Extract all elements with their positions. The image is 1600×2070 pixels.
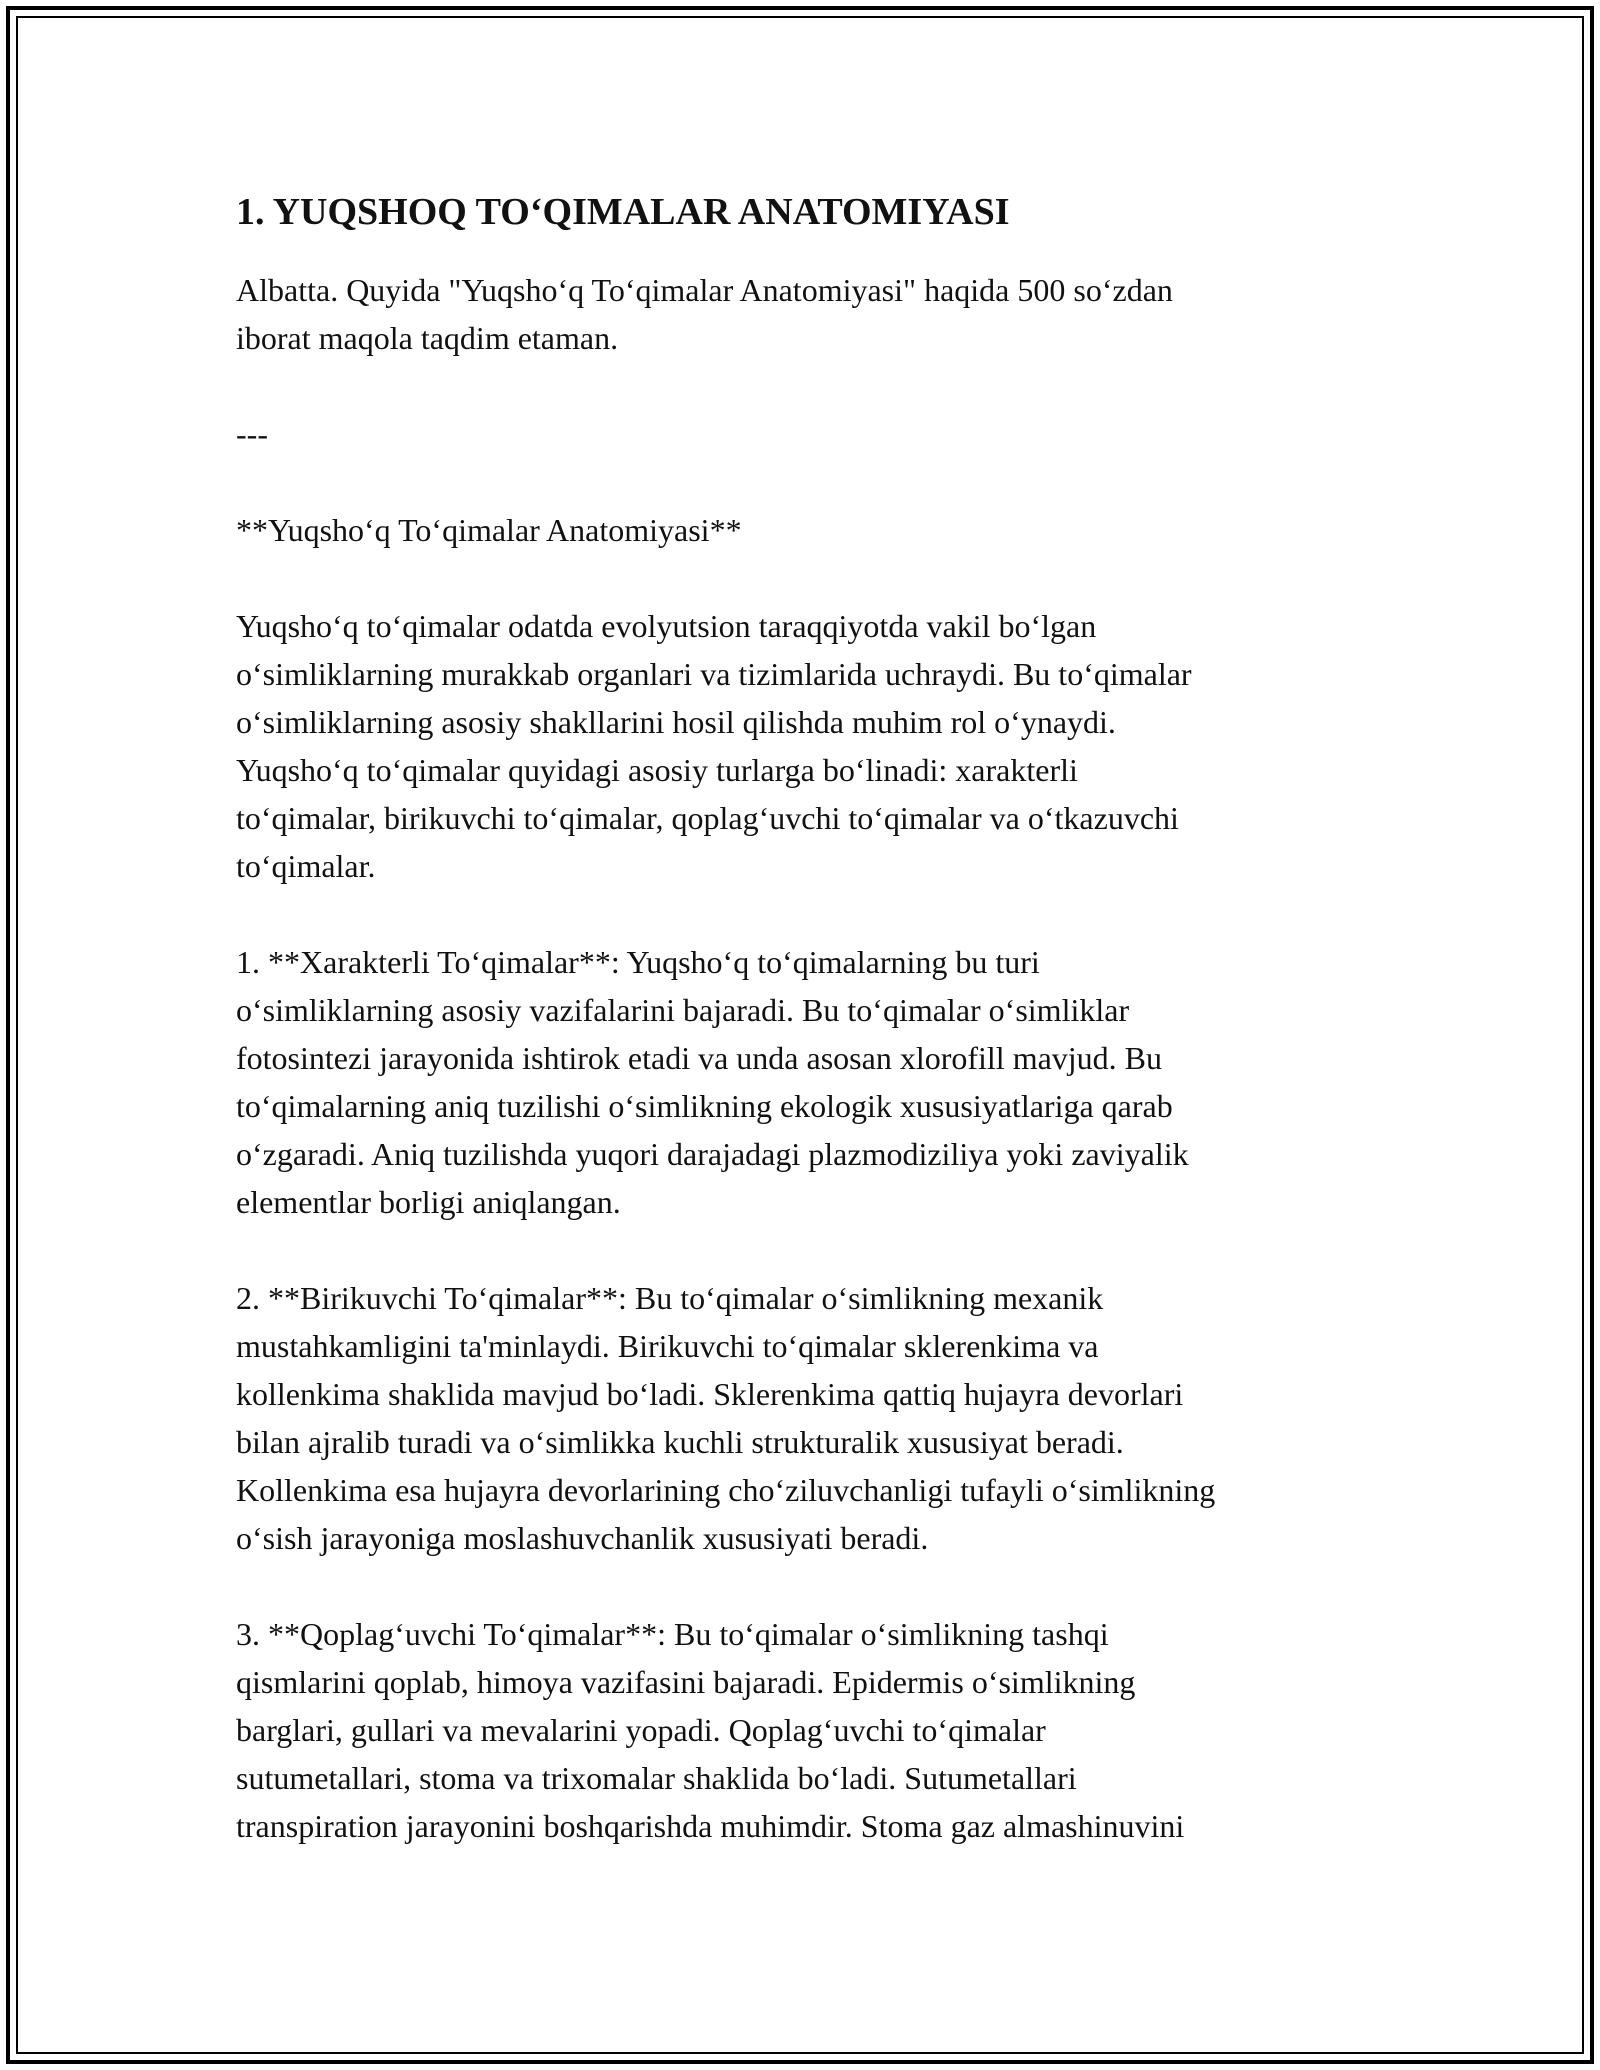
section-2-paragraph [236,1274,1366,1562]
separator-paragraph [236,410,1366,458]
text-line: transpiration jarayonini boshqarishda muhimdir. Stoma gaz almashinuvini [236,1808,1185,1844]
text-line: Yuqsho‘q to‘qimalar quyidagi asosiy turlarga bo‘linadi: xarakterli [236,752,1078,788]
text-line: 2. **Birikuvchi To‘qimalar**: Bu to‘qimalar o‘simlikning mexanik [236,1280,1104,1316]
text-line: barglari, gullari va mevalarini yopadi. Qoplag‘uvchi to‘qimalar [236,1712,1046,1748]
overview-paragraph [236,602,1366,890]
document-body [236,188,1366,1898]
text-line: Albatta. Quyida "Yuqsho‘q To‘qimalar Anatomiyasi" haqida 500 so‘zdan [236,272,1173,308]
text-line: o‘sish jarayoniga moslashuvchanlik xususiyati beradi. [236,1520,929,1556]
text-line: to‘qimalar, birikuvchi to‘qimalar, qoplag‘uvchi to‘qimalar va o‘tkazuvchi [236,800,1179,836]
text-line: 3. **Qoplag‘uvchi To‘qimalar**: Bu to‘qimalar o‘simlikning tashqi [236,1616,1109,1652]
text-line: 1. **Xarakterli To‘qimalar**: Yuqsho‘q to‘qimalarning bu turi [236,944,1040,980]
text-line: iborat maqola taqdim etaman. [236,320,619,356]
article-title-paragraph [236,506,1366,554]
text-line: kollenkima shaklida mavjud bo‘ladi. Sklerenkima qattiq hujayra devorlari [236,1376,1184,1412]
text-line: **Yuqsho‘q To‘qimalar Anatomiyasi** [236,512,742,548]
section-3-paragraph [236,1610,1366,1850]
section-1-paragraph [236,938,1366,1226]
document-heading: 1. YUQSHOQ TO‘QIMALAR ANATOMIYASI [236,191,1010,233]
text-line: to‘qimalarning aniq tuzilishi o‘simlikning ekologik xususiyatlariga qarab [236,1088,1173,1124]
text-line: bilan ajralib turadi va o‘simlikka kuchli strukturalik xususiyat beradi. [236,1424,1124,1460]
text-line: o‘simliklarning murakkab organlari va tizimlarida uchraydi. Bu to‘qimalar [236,656,1192,692]
text-line: --- [236,416,268,452]
text-line: sutumetallari, stoma va trixomalar shaklida bo‘ladi. Sutumetallari [236,1760,1077,1796]
text-line: to‘qimalar. [236,848,376,884]
text-line: mustahkamligini ta'minlaydi. Birikuvchi to‘qimalar sklerenkima va [236,1328,1099,1364]
text-line: o‘zgaradi. Aniq tuzilishda yuqori darajadagi plazmodiziliya yoki zaviyalik [236,1136,1189,1172]
text-line: qismlarini qoplab, himoya vazifasini bajaradi. Epidermis o‘simlikning [236,1664,1136,1700]
text-line: Kollenkima esa hujayra devorlarining cho‘ziluvchanligi tufayli o‘simlikning [236,1472,1216,1508]
text-line: fotosintezi jarayonida ishtirok etadi va unda asosan xlorofill mavjud. Bu [236,1040,1163,1076]
text-line: elementlar borligi aniqlangan. [236,1184,621,1220]
text-line: o‘simliklarning asosiy vazifalarini bajaradi. Bu to‘qimalar o‘simliklar [236,992,1130,1028]
text-line: Yuqsho‘q to‘qimalar odatda evolyutsion taraqqiyotda vakil bo‘lgan [236,608,1097,644]
text-line: o‘simliklarning asosiy shakllarini hosil qilishda muhim rol o‘ynaydi. [236,704,1116,740]
intro-paragraph [236,266,1366,362]
